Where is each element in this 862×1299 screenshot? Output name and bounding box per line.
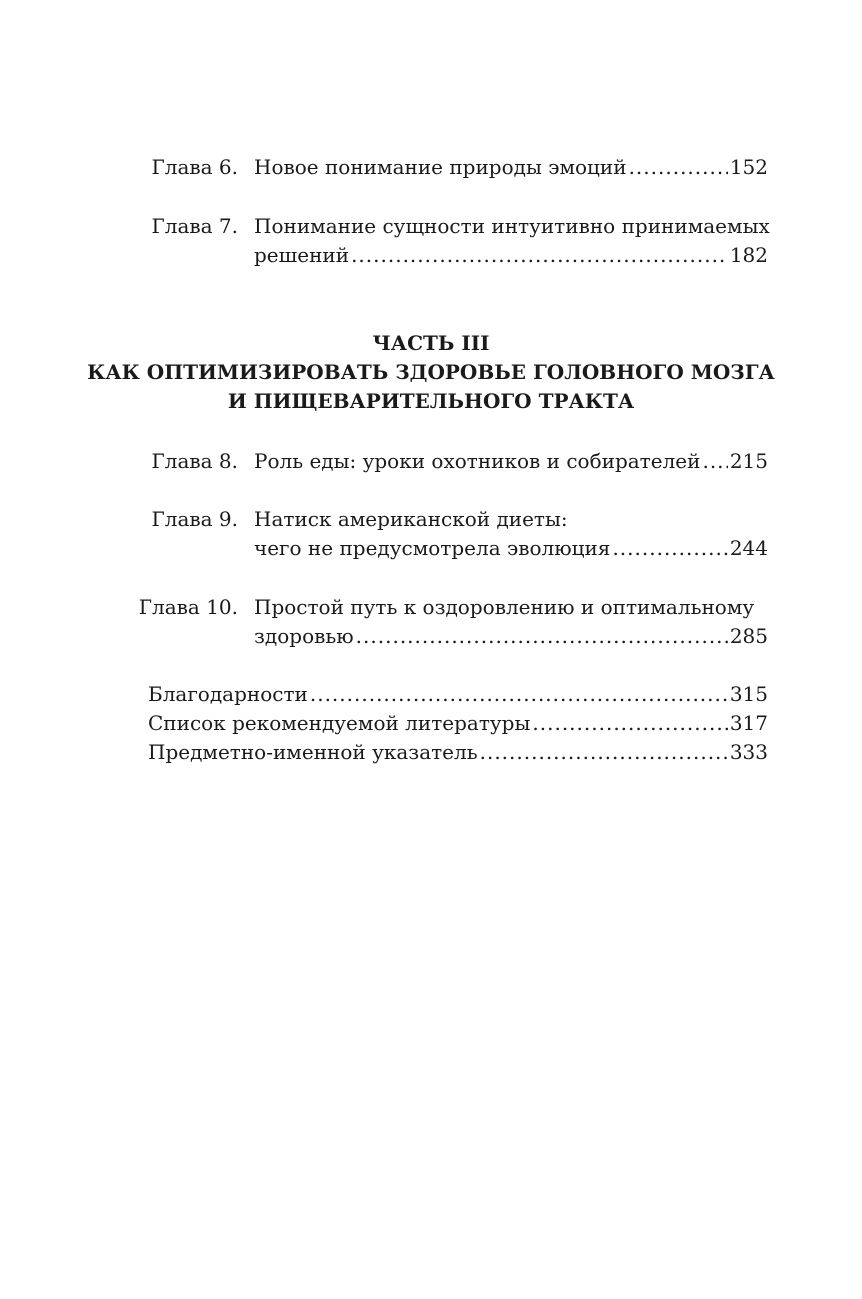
section-title: Благодарности (148, 682, 308, 706)
toc-line (148, 680, 768, 709)
dot-leader (532, 709, 727, 738)
chapter-label: Глава 9. (151, 507, 238, 531)
section-title: Предметно-именной указатель (148, 740, 478, 764)
page-number: 317 (729, 711, 768, 735)
dot-leader (702, 447, 727, 476)
dot-leader (629, 153, 728, 182)
page-number: 333 (729, 740, 768, 764)
toc-line (254, 534, 768, 563)
chapter-label: Глава 10. (138, 595, 238, 619)
toc-line (254, 212, 768, 241)
chapter-title: Натиск американской диеты: (254, 507, 568, 531)
page-number: 182 (729, 243, 768, 267)
toc-line (148, 738, 768, 767)
chapter-title: Простой путь к оздоровлению и оптимальному (254, 595, 755, 619)
page-number: 285 (729, 624, 768, 648)
toc-entry-chapter-10 (0, 593, 862, 653)
part-number: ЧАСТЬ III (372, 331, 490, 355)
dot-leader (480, 738, 728, 767)
chapter-title-continued: здоровью (254, 624, 354, 648)
chapter-title: Понимание сущности интуитивно принимаемых (254, 214, 770, 238)
toc-entry-index (0, 738, 862, 768)
part-title: И ПИЩЕВАРИТЕЛЬНОГО ТРАКТА (227, 389, 635, 413)
toc-entry-chapter-9 (0, 505, 862, 565)
dot-leader (612, 534, 727, 563)
part-title: КАК ОПТИМИЗИРОВАТЬ ЗДОРОВЬЕ ГОЛОВНОГО МОЗГА (87, 360, 775, 384)
toc-entry-reading-list (0, 709, 862, 739)
dot-leader (310, 680, 728, 709)
toc-line (254, 622, 768, 651)
page-number: 244 (729, 536, 768, 560)
toc-entry-acknowledgements (0, 680, 862, 710)
toc-line (148, 709, 768, 738)
chapter-title: Роль еды: уроки охотников и собирателей (254, 449, 701, 473)
toc-line (254, 593, 768, 622)
chapter-title-continued: решений (254, 243, 350, 267)
chapter-title: Новое понимание природы эмоций (254, 155, 627, 179)
chapter-label: Глава 7. (151, 214, 238, 238)
dot-leader (356, 622, 728, 651)
toc-line (254, 153, 768, 182)
chapter-label: Глава 8. (151, 449, 238, 473)
toc-entry-chapter-8 (0, 447, 862, 477)
chapter-label: Глава 6. (151, 155, 238, 179)
section-title: Список рекомендуемой литературы (148, 711, 531, 735)
chapter-title-continued: чего не предусмотрела эволюция (254, 536, 611, 560)
page-number: 152 (729, 155, 768, 179)
toc-entry-chapter-7 (0, 212, 862, 272)
toc-line (254, 447, 768, 476)
page-number: 315 (729, 682, 768, 706)
toc-line (254, 505, 768, 534)
toc-entry-chapter-6 (0, 153, 862, 183)
toc-line (254, 241, 768, 270)
dot-leader (351, 241, 728, 270)
page-number: 215 (729, 449, 768, 473)
